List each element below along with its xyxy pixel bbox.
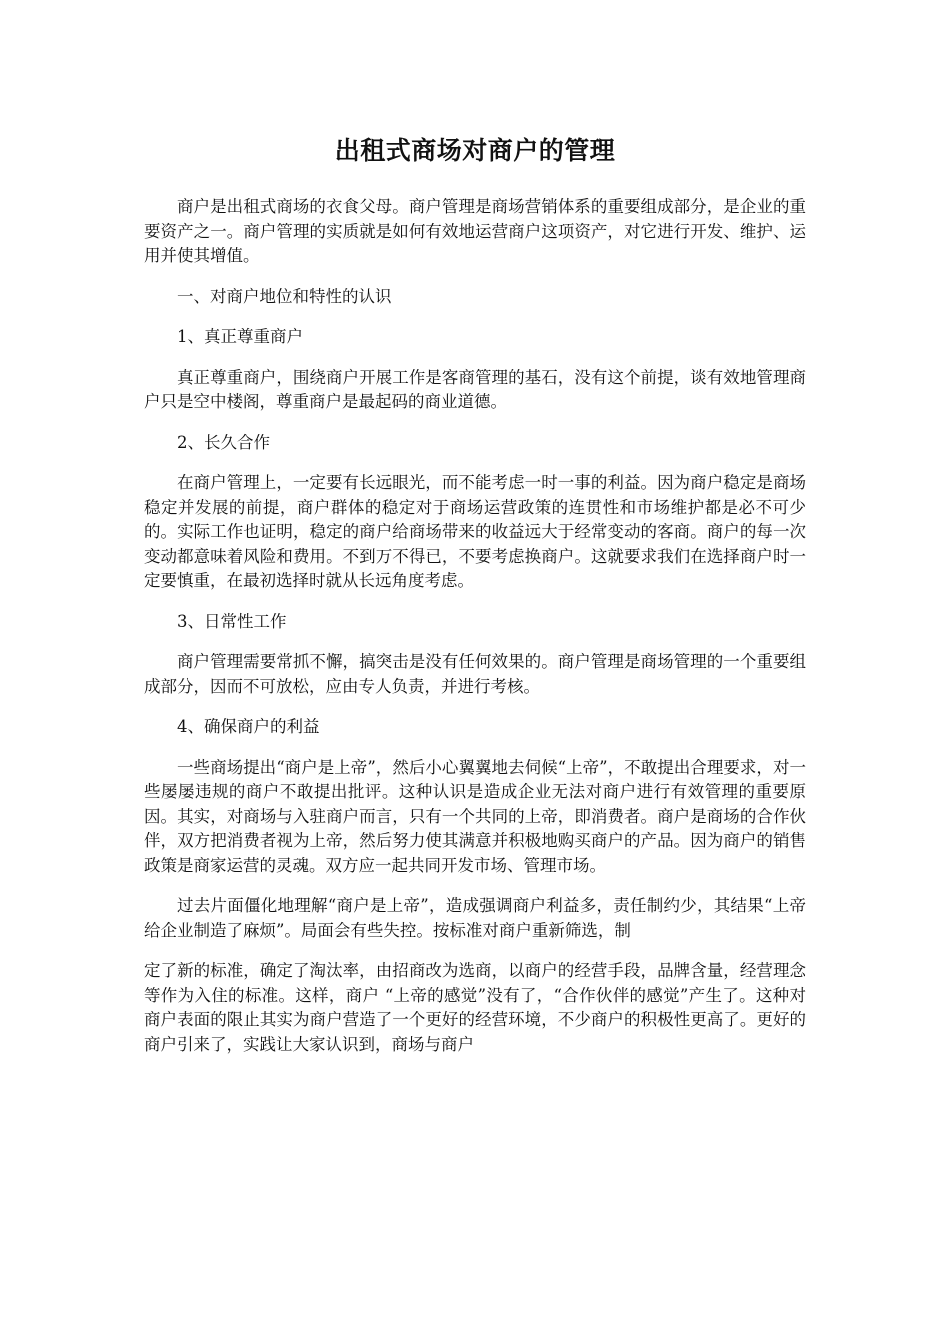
- subsection-heading-3: 3、日常性工作: [177, 611, 287, 631]
- subsection-heading-2: 2、长久合作: [177, 432, 270, 452]
- body-paragraph-respect: 真正尊重商户，围绕商户开展工作是客商管理的基石，没有这个前提，谈有效地管理商户只是空中楼阁，尊重商户是最起码的商业道德。: [144, 367, 806, 411]
- body-paragraph-past: 过去片面僵化地理解“商户是上帝”，造成强调商户利益多，责任制约少，其结果“上帝给企业制造了麻烦”。局面会有些失控。按标准对商户重新筛选，制: [144, 896, 806, 940]
- subsection-heading-4: 4、确保商户的利益: [177, 717, 320, 736]
- body-paragraph-continued: 定了新的标准，确定了淘汰率，由招商改为选商，以商户的经营手段，品牌含量，经营理念等作为入住的标准。这样，商户 “上帝的感觉”没有了，“合作伙伴的感觉”产生了。这种对商户表面的限止其实为商户营造了一个更好的经营环境，不少商户的积极性更高了。更好的商户引来了，实践让大家认识到，商场与商户: [144, 961, 806, 1054]
- document-title: 出租式商场对商户的管理: [334, 136, 616, 165]
- body-paragraph-routine: 商户管理需要常抓不懈，搞突击是没有任何效果的。商户管理是商场管理的一个重要组成部分，因而不可放松，应由专人负责，并进行考核。: [144, 652, 806, 696]
- intro-paragraph: 商户是出租式商场的衣食父母。商户管理是商场营销体系的重要组成部分，是企业的重要资产之一。商户管理的实质就是如何有效地运营商户这项资产，对它进行开发、维护、运用并使其增值。: [144, 197, 806, 265]
- body-paragraph-long-term: 在商户管理上，一定要有长远眼光，而不能考虑一时一事的利益。因为商户稳定是商场稳定并发展的前提，商户群体的稳定对于商场运营政策的连贯性和市场维护都是必不可少的。实际工作也证明，稳定的商户给商场带来的收益远大于经常变动的客商。商户的每一次变动都意味着风险和费用。不到万不得已，不要考虑换商户。这就要求我们在选择商户时一定要慎重，在最初选择时就从长远角度考虑。: [144, 473, 806, 590]
- body-paragraph-interests: 一些商场提出“商户是上帝”，然后小心翼翼地去伺候“上帝”，不敢提出合理要求，对一些屡屡违规的商户不敢提出批评。这种认识是造成企业无法对商户进行有效管理的重要原因。其实，对商场与入驻商户而言，只有一个共同的上帝，即消费者。商户是商场的合作伙伴，双方把消费者视为上帝，然后努力使其满意并积极地购买商户的产品。因为商户的销售政策是商家运营的灵魂。双方应一起共同开发市场、管理市场。: [144, 757, 806, 875]
- section-heading-1: 一、对商户地位和特性的认识: [177, 286, 392, 306]
- subsection-heading-1: 1、真正尊重商户: [177, 327, 303, 346]
